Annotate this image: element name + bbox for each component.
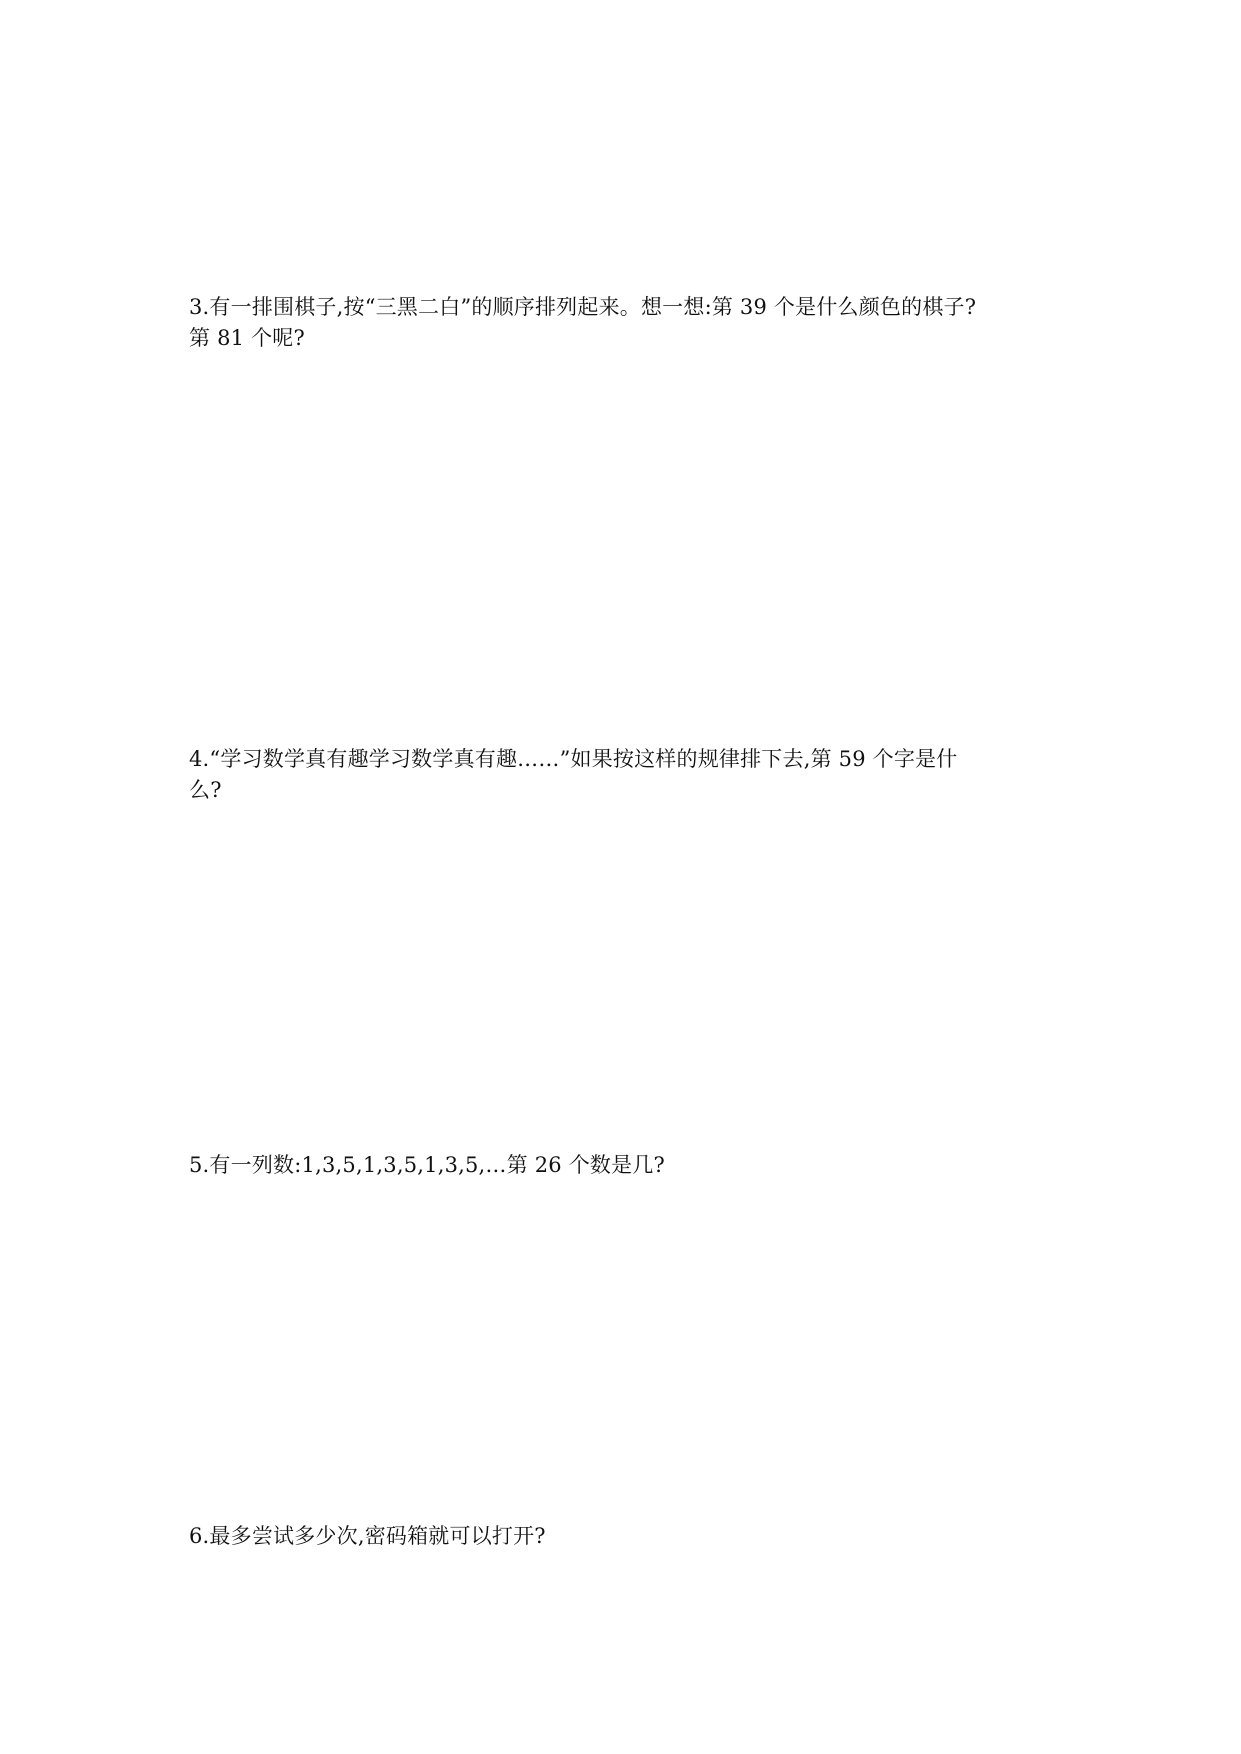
question-5 bbox=[189, 1150, 1069, 1181]
question-4 bbox=[189, 744, 1069, 806]
question-4-line-2: 么? bbox=[189, 778, 222, 802]
question-3-line-1: 3.有一排围棋子,按“三黑二白”的顺序排列起来。想一想:第 39 个是什么颜色的棋子? bbox=[189, 295, 977, 319]
question-5-line-1: 5.有一列数:1,3,5,1,3,5,1,3,5,…第 26 个数是几? bbox=[189, 1153, 665, 1177]
question-4-line-1: 4.“学习数学真有趣学习数学真有趣……”如果按这样的规律排下去,第 59 个字是什 bbox=[189, 747, 958, 771]
question-6 bbox=[189, 1521, 1069, 1552]
question-6-line-1: 6.最多尝试多少次,密码箱就可以打开? bbox=[189, 1524, 546, 1548]
question-3 bbox=[189, 292, 1069, 354]
question-3-line-2: 第 81 个呢? bbox=[189, 326, 305, 350]
